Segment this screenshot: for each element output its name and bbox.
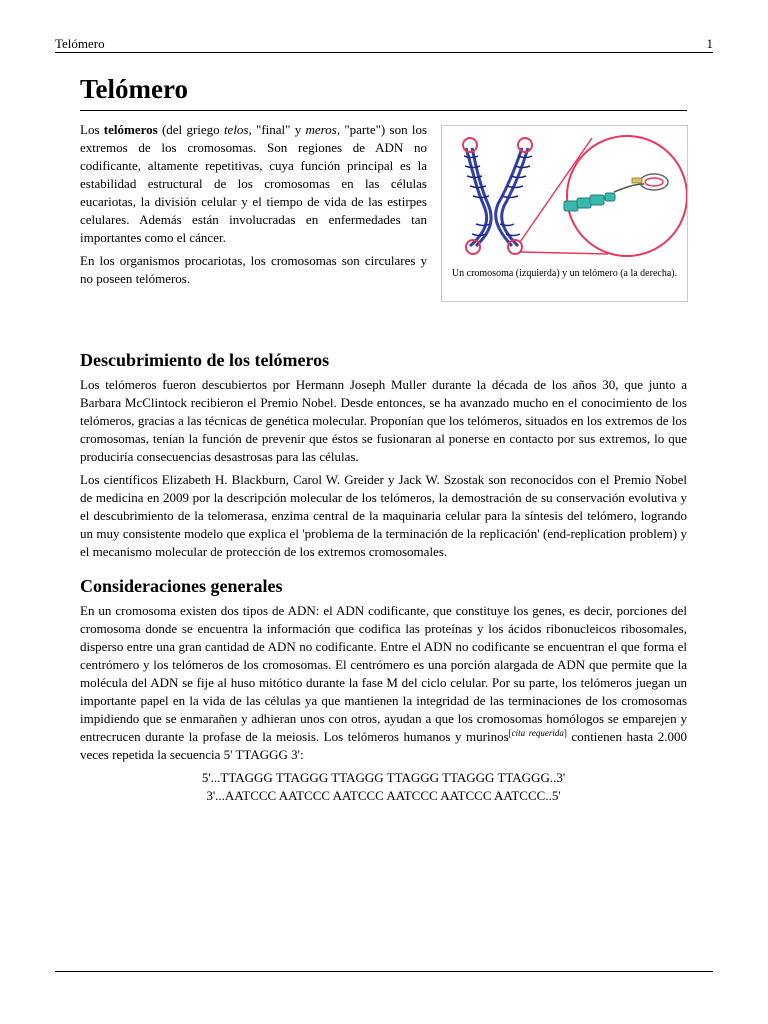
running-header	[55, 36, 713, 51]
intro-text-run: Los	[80, 122, 104, 137]
paragraph-text-run: En un cromosoma existen dos tipos de ADN: el ADN codificante, que constituye los genes, es decir, porciones del cromosoma donde se encuentra la información que codifica las proteínas y los ácidos ribonucleicos ribosomales, disperso entre una gran cantidad de ADN no codificante. Entre el ADN no codificante se encuentran el que forma el centrómero y los telómeros de los cromosomas. El centrómero es una porción alargada de ADN que permite que la molécula del ADN se fije al huso mitótico durante la fase M del ciclo celular. Por su parte, los telómeros juegan un importante papel en la vida de las células ya que mantienen la integridad de las terminaciones de los cromosomas impidiendo que se enmarañen y adhieran unos con otros, ayudan a que los cromosomas homólogos se emparejen y entrecrucen durante la profase de la meiosis. Los telómeros humanos y murinos	[80, 603, 687, 744]
descubrimiento-paragraph-1: Los telómeros fueron descubiertos por Hermann Joseph Muller durante la década de los años 30, que junto a Barbara McClintock recibieron el Premio Nobel. Desde entonces, se ha avanzado mucho en el conocimiento de los telómeros, gracias a las técnicas de genética molecular. Proponían que los telómeros, situados en los extremos de los cromosomas, tenían la función de prevenir que éstos se fusionaran al ponerse en contacto por sus extremos, lo que produciría consecuencias desastrosas para las células.	[80, 377, 687, 464]
section-heading-descubrimiento: Descubrimiento de los telómeros	[80, 350, 330, 370]
intro-block	[80, 121, 687, 341]
chromosome-figure	[441, 125, 688, 302]
term-telos: telos	[223, 122, 249, 137]
consideraciones-paragraph-1	[80, 602, 687, 764]
intro-paragraph-2: En los organismos procariotas, los cromosomas son circulares y no poseen telómeros.	[80, 253, 427, 286]
intro-paragraph-1	[80, 121, 427, 247]
term-telomeros: telómeros	[103, 122, 158, 137]
paragraph-text-run: contienen hasta 2.000 veces repetida la secuencia 5' TTAGGG 3':	[80, 729, 688, 762]
header-rule	[55, 52, 713, 53]
intro-text-run: , "final" y	[248, 122, 306, 137]
descubrimiento-paragraph-2: Los científicos Elizabeth H. Blackburn, Carol W. Greider y Jack W. Szostak son reconocidos con el Premio Nobel de medicina en 2009 por la descripción molecular de los telómeros, la demostración de su conservación evolutiva y el descubrimiento de la telomerasa, enzima central de la maquinaria celular para la síntesis del telómero, logrando un muy consistente modelo que explica el 'problema de la terminación de la replicación' (end-replication problem) y el mecanismo molecular de protección de los extremos cromosomales.	[80, 472, 687, 559]
chromosome-telomere-illustration	[442, 126, 687, 266]
article-title: Telómero	[80, 72, 687, 111]
zoom-circle	[567, 136, 687, 256]
section-consideraciones	[80, 575, 687, 805]
section-heading-consideraciones: Consideraciones generales	[80, 576, 283, 596]
citation-needed-link[interactable]: [cita requerida]	[508, 728, 567, 738]
section-descubrimiento	[80, 349, 687, 561]
term-meros: meros	[305, 122, 337, 137]
sequence-line-2: 3'...AATCCC AATCCC AATCCC AATCCC AATCCC AATCCC..5'	[206, 788, 561, 803]
article-content	[80, 72, 687, 805]
page-number: 1	[706, 36, 713, 51]
footer-rule	[55, 971, 713, 972]
figure-caption: Un cromosoma (izquierda) y un telómero (a la derecha).	[451, 268, 678, 279]
citation-text: cita requerida	[511, 728, 564, 738]
intro-text-run: , "parte") son los extremos de los cromosomas. Son regiones de ADN no codificante, altamente repetitivas, cuya función principal es la estabilidad estructural de los cromosomas en las células eucariotas, la división celular y el tiempo de vida de las estirpes celulares. Además están involucradas en enfermedades tan importantes como el cáncer.	[80, 122, 428, 245]
intro-text-run: (del griego	[157, 122, 224, 137]
intro-text	[80, 121, 427, 288]
running-header-title: Telómero	[55, 36, 105, 51]
sequence-line-1: 5'...TTAGGG TTAGGG TTAGGG TTAGGG TTAGGG TTAGGG..3'	[201, 770, 566, 785]
